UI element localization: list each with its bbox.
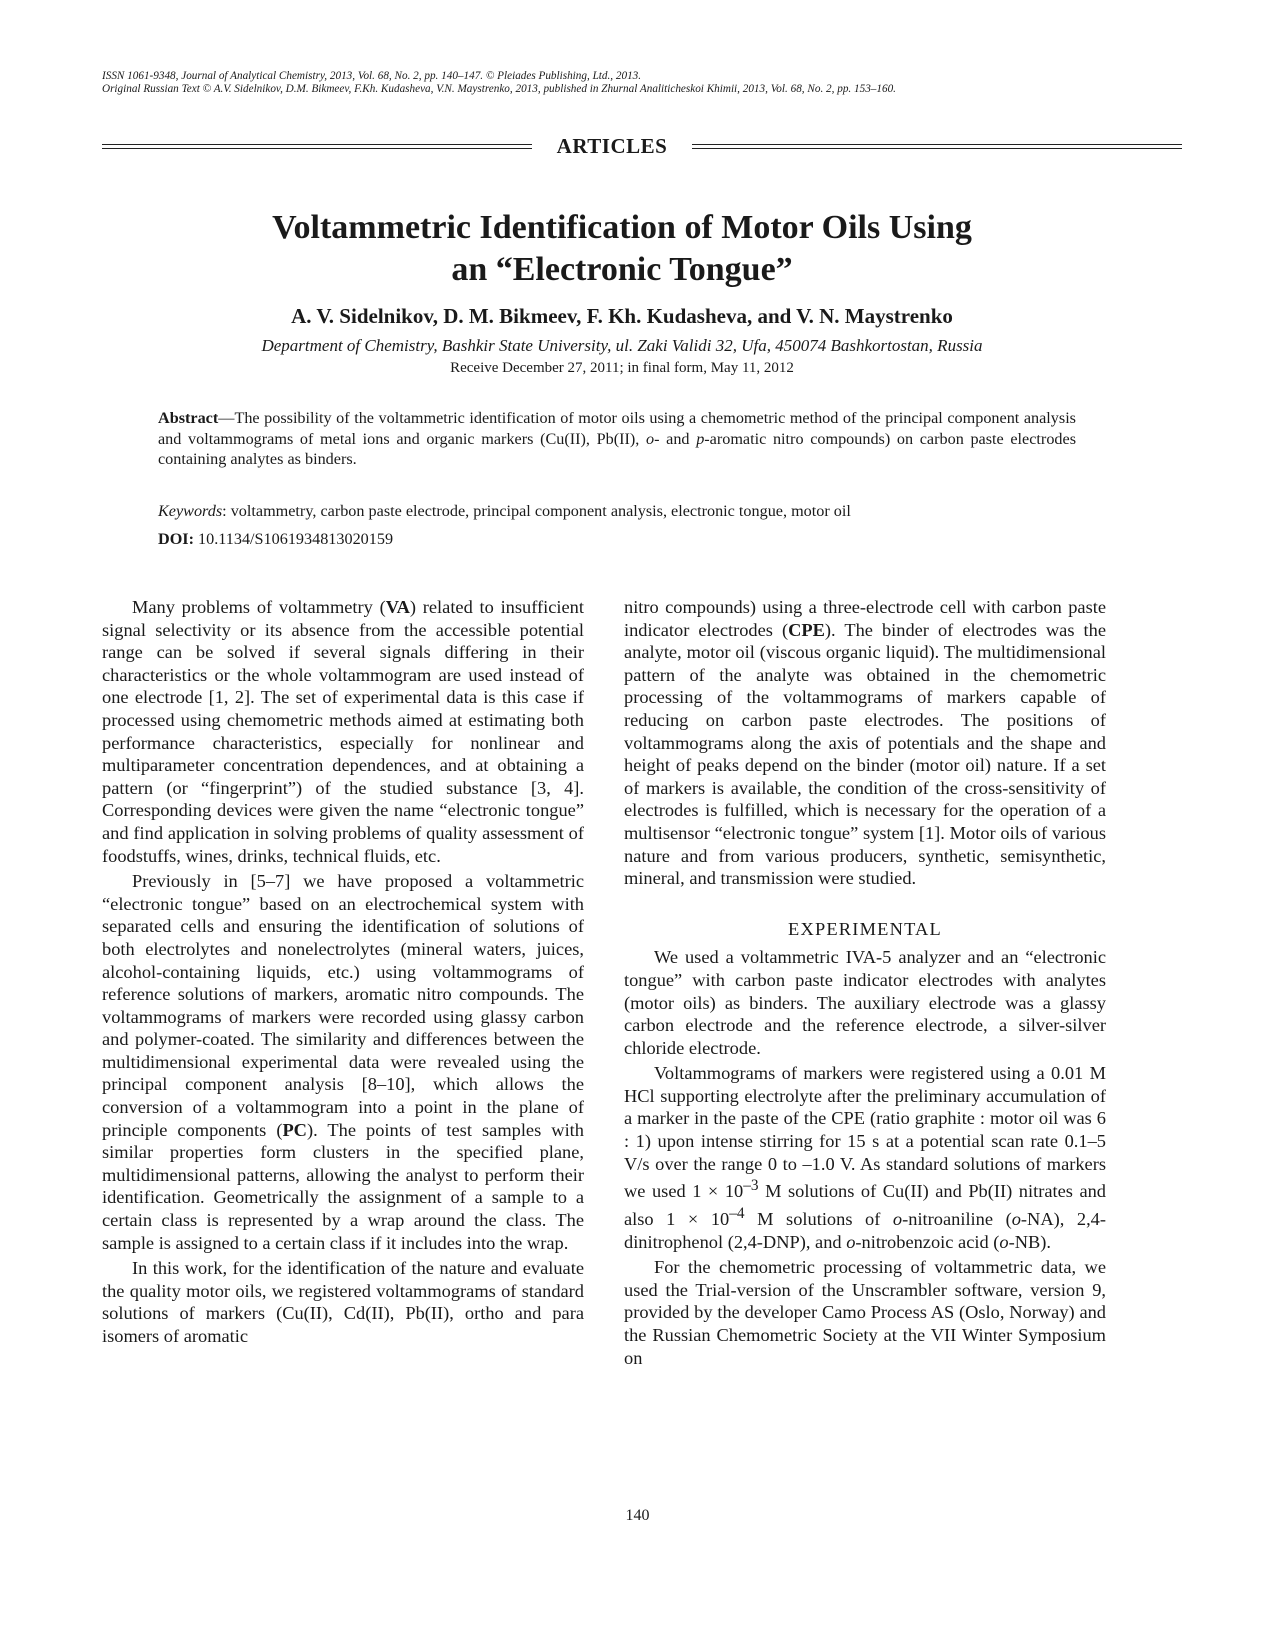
title-line-1: Voltammetric Identification of Motor Oils Using — [272, 209, 972, 246]
keywords — [158, 502, 1076, 521]
doi — [158, 530, 393, 549]
running-header — [102, 70, 1182, 96]
journal-citation-line: ISSN 1061-9348, Journal of Analytical Chemistry, 2013, Vol. 68, No. 2, pp. 140–147. © Pleiades Publishing, Ltd., 2013. — [102, 70, 642, 82]
paragraph-intro: Many problems of voltammetry (VA) related to insufficient signal selectivity or its absence from the accessible potential range can be solved if several signals differing in their characteristics or the whole voltammogram are used instead of one electrode [1, 2]. The set of experimental data is this case if processed using chemometric methods aimed at estimating both performance characteristics, especially for nonlinear and multiparameter concentration dependences, and at obtaining a pattern (or “fingerprint”) of the studied substance [3, 4]. Corresponding devices were given the name “electronic tongue” and find application in solving problems of quality assessment of foodstuffs, wines, drinks, technical fluids, etc. — [102, 597, 584, 866]
paragraph-software: For the chemometric processing of voltammetric data, we used the Trial-version of the Unscrambler software, version 9, provided by the developer Camo Process AS (Oslo, Norway) and the Russian Chemometric Society at the VII Winter Symposium on — [624, 1257, 1106, 1368]
abstract-text-1: The possibility of the voltammetric identification of motor oils using a chemometric method of the principal component analysis and voltammograms of metal ions and organic markers (Cu(II), Pb(II), — [158, 409, 1076, 448]
doi-label: DOI: — [158, 530, 194, 548]
doi-value: 10.1134/S1061934813020159 — [193, 530, 394, 548]
keywords-text: : voltammetry, carbon paste electrode, principal component analysis, electronic tongue, motor oil — [222, 502, 851, 520]
affiliation: Department of Chemistry, Bashkir State University, ul. Zaki Validi 32, Ufa, 450074 Bashkortostan, Russia — [261, 336, 983, 355]
abstract-text-2: - and — [654, 429, 697, 448]
abbrev-pc: PC — [282, 1119, 307, 1140]
article-title — [102, 207, 1142, 291]
body-column-left — [102, 596, 584, 1348]
double-rule-right — [692, 144, 1182, 149]
body-column-right — [624, 596, 1106, 1369]
paragraph-procedure: Voltammograms of markers were registered using a 0.01 M HCl supporting electrolyte after the preliminary accumulation of a marker in the paste of the CPE (ratio graphite : motor oil was 6 : 1) upon intense stirring for 15 s at a potential scan rate 0.1–5 V/s over the range 0 to –1.0 V. As standard solutions of markers we used $1 \times 10^{-3}$ M solutions of Cu(II) and Pb(II) nitrates and also $1 \times 10^{-4}$ M solutions of o-nitroaniline (o-NA), 2,4-dinitrophenol (2,4-DNP), and o-nitrobenzoic acid (o-NB). — [624, 1063, 1107, 1252]
double-rule-left — [102, 144, 532, 149]
author-list: A. V. Sidelnikov, D. M. Bikmeev, F. Kh. Kudasheva, and V. N. Maystrenko — [291, 304, 953, 328]
paragraph-this-work: In this work, for the identification of the nature and evaluate the quality motor oils, we registered voltammograms of standard solutions of markers (Cu(II), Cd(II), Pb(II), ortho and para isomers of aromatic — [102, 1258, 584, 1346]
keywords-label: Keywords — [158, 502, 223, 520]
original-text-line: Original Russian Text © A.V. Sidelnikov, D.M. Bikmeev, F.Kh. Kudasheva, V.N. Maystrenko, 2013, published in Zhurnal Analiticheskoi Khimii, 2013, Vol. 68, No. 2, pp. 153–160. — [102, 83, 896, 95]
section-label: ARTICLES — [556, 134, 668, 158]
section-heading-experimental: EXPERIMENTAL — [788, 918, 942, 939]
paragraph-previous-work: Previously in [5–7] we have proposed a voltammetric “electronic tongue” based on an electrochemical system with separated cells and ensuring the identification of solutions of both electrolytes and nonelectrolytes (mineral waters, juices, alcohol-containing liquids, etc.) using voltammograms of reference solutions of markers, aromatic nitro compounds. The voltammograms of markers were recorded using glassy carbon and polymer-coated. The similarity and differences between the multidimensional experimental data were revealed using the principal component analysis [8–10], which allows the conversion of a voltammogram into a point in the plane of principle components (PC). The points of test samples with similar properties form clusters in the specified plane, multidimensional patterns, allowing the analyst to perform their identification. Geometrically the assignment of a sample to a certain class is represented by a wrap around the class. The sample is assigned to a certain class if it includes into the wrap. — [102, 871, 584, 1253]
abstract-text-3: -aromatic nitro compounds) on carbon paste electrodes containing analytes as binders. — [158, 429, 1076, 468]
paragraph-continued: nitro compounds) using a three-electrode cell with carbon paste indicator electrodes (CPE). The binder of electrodes was the analyte, motor oil (viscous organic liquid). The multidimensional pattern of the analyte was obtained in the chemometric processing of the voltammograms of markers capable of reducing on carbon paste electrodes. The positions of voltammograms along the axis of potentials and the shape and height of peaks depend on the binder (motor oil) nature. If a set of markers is available, the condition of the cross-sensitivity of electrodes is fulfilled, which is necessary for the operation of a multisensor “electronic tongue” system [1]. Motor oils of various nature and from various producers, synthetic, semisynthetic, mineral, and transmission were studied. — [624, 597, 1106, 889]
title-line-2: an “Electronic Tongue” — [451, 251, 793, 288]
abstract-dash: — — [218, 409, 235, 427]
paragraph-equipment: We used a voltammetric IVA-5 analyzer and an “electronic tongue” with carbon paste indicator electrodes with analytes (motor oils) as binders. The auxiliary electrode was a glassy carbon electrode and the reference electrode, a silver-silver chloride electrode. — [624, 947, 1106, 1058]
abstract-ortho: o — [646, 429, 655, 448]
abstract-para: p — [696, 429, 705, 448]
abstract — [158, 408, 1076, 470]
abbrev-va: VA — [385, 597, 410, 617]
section-divider — [102, 134, 1182, 162]
received-dates: Receive December 27, 2011; in final form, May 11, 2012 — [450, 360, 794, 376]
page-number: 140 — [625, 1507, 650, 1524]
abstract-label: Abstract — [158, 409, 219, 427]
abbrev-cpe: CPE — [788, 619, 825, 640]
